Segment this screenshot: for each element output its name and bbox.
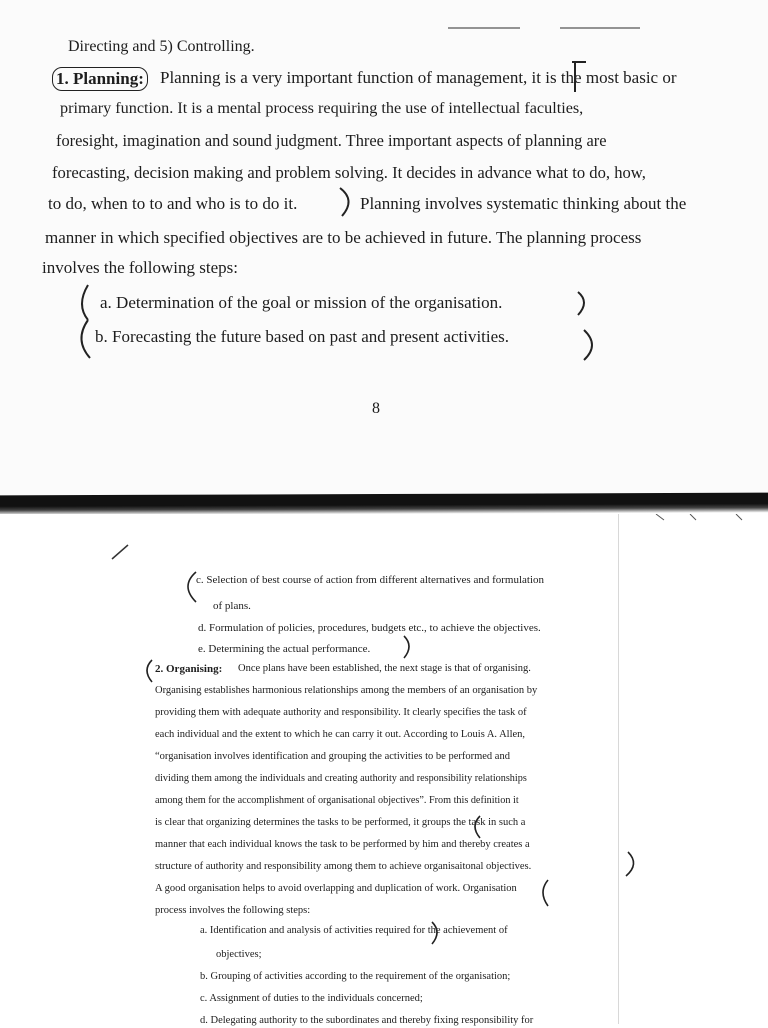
organising-text-line: manner that each individual knows the task to be performed by him and thereby creates a bbox=[155, 839, 530, 850]
organising-text-line: A good organisation helps to avoid overlapping and duplication of work. Organisation bbox=[155, 883, 517, 894]
org-step-c-line: c. Assignment of duties to the individuals concerned; bbox=[200, 993, 423, 1004]
page-number: 8 bbox=[372, 400, 380, 417]
planning-text-line: involves the following steps: bbox=[42, 258, 238, 277]
pen-annotation-marks bbox=[0, 514, 768, 1024]
step-c-line: of plans. bbox=[213, 600, 251, 612]
org-step-a-line: a. Identification and analysis of activities required for the achievement of bbox=[200, 925, 508, 936]
step-c-line: c. Selection of best course of action from different alternatives and formulation bbox=[196, 574, 545, 586]
organising-text-line: structure of authority and responsibility among them to achieve organisaitonal objectives. bbox=[155, 861, 532, 872]
organising-text-line: each individual and the extent to which he can carry it out. According to Louis A. Allen, bbox=[155, 729, 526, 740]
top-page bbox=[0, 0, 768, 500]
step-a: a. Determination of the goal or mission of the organisation. bbox=[100, 293, 503, 312]
scan-shadow bbox=[0, 493, 768, 516]
heading-planning: 1. Planning: bbox=[52, 67, 148, 91]
org-step-d-line: d. Delegating authority to the subordinates and thereby fixing responsibility for bbox=[200, 1015, 534, 1026]
organising-text-line: is clear that organizing determines the tasks to be performed, it groups the task in such a bbox=[155, 817, 526, 828]
organising-text-line: process involves the following steps: bbox=[155, 905, 311, 916]
planning-text-line: primary function. It is a mental process requiring the use of intellectual faculties, bbox=[60, 99, 584, 117]
step-d-line: d. Formulation of policies, procedures, budgets etc., to achieve the objectives. bbox=[198, 622, 541, 634]
step-e-line: e. Determining the actual performance. bbox=[198, 643, 371, 655]
step-b: b. Forecasting the future based on past and present activities. bbox=[95, 327, 510, 346]
planning-text-line: foresight, imagination and sound judgment. Three important aspects of planning are bbox=[56, 131, 607, 150]
organising-text-line: providing them with adequate authority and responsibility. It clearly specifies the task of bbox=[155, 707, 527, 718]
organising-text-line: dividing them among the individuals and creating authority and responsibility relationships bbox=[155, 773, 527, 784]
bottom-page bbox=[0, 514, 768, 1024]
planning-text-line: manner in which specified objectives are to be achieved in future. The planning process bbox=[45, 228, 642, 247]
org-step-b-line: b. Grouping of activities according to the requirement of the organisation; bbox=[200, 971, 511, 982]
planning-text-line: forecasting, decision making and problem solving. It decides in advance what to do, how, bbox=[52, 163, 646, 182]
org-step-a-line: objectives; bbox=[216, 949, 262, 960]
planning-text-line: Planning involves systematic thinking about the bbox=[360, 194, 687, 213]
line-directing-controlling: Directing and 5) Controlling. bbox=[68, 38, 255, 55]
planning-text-line: to do, when to to and who is to do it. bbox=[48, 194, 298, 213]
heading-organising: 2. Organising: bbox=[155, 663, 223, 675]
organising-text-line: Once plans have been established, the next stage is that of organising. bbox=[238, 663, 531, 674]
organising-text-line: “organisation involves identification and grouping the activities to be performed and bbox=[155, 751, 510, 762]
organising-text-line: Organising establishes harmonious relationships among the members of an organisation by bbox=[155, 685, 538, 696]
planning-text-line: Planning is a very important function of management, it is the most basic or bbox=[160, 68, 677, 87]
organising-text-line: among them for the accomplishment of organisational objectives”. From this definition it bbox=[155, 795, 519, 806]
pen-annotation-marks bbox=[0, 0, 768, 380]
